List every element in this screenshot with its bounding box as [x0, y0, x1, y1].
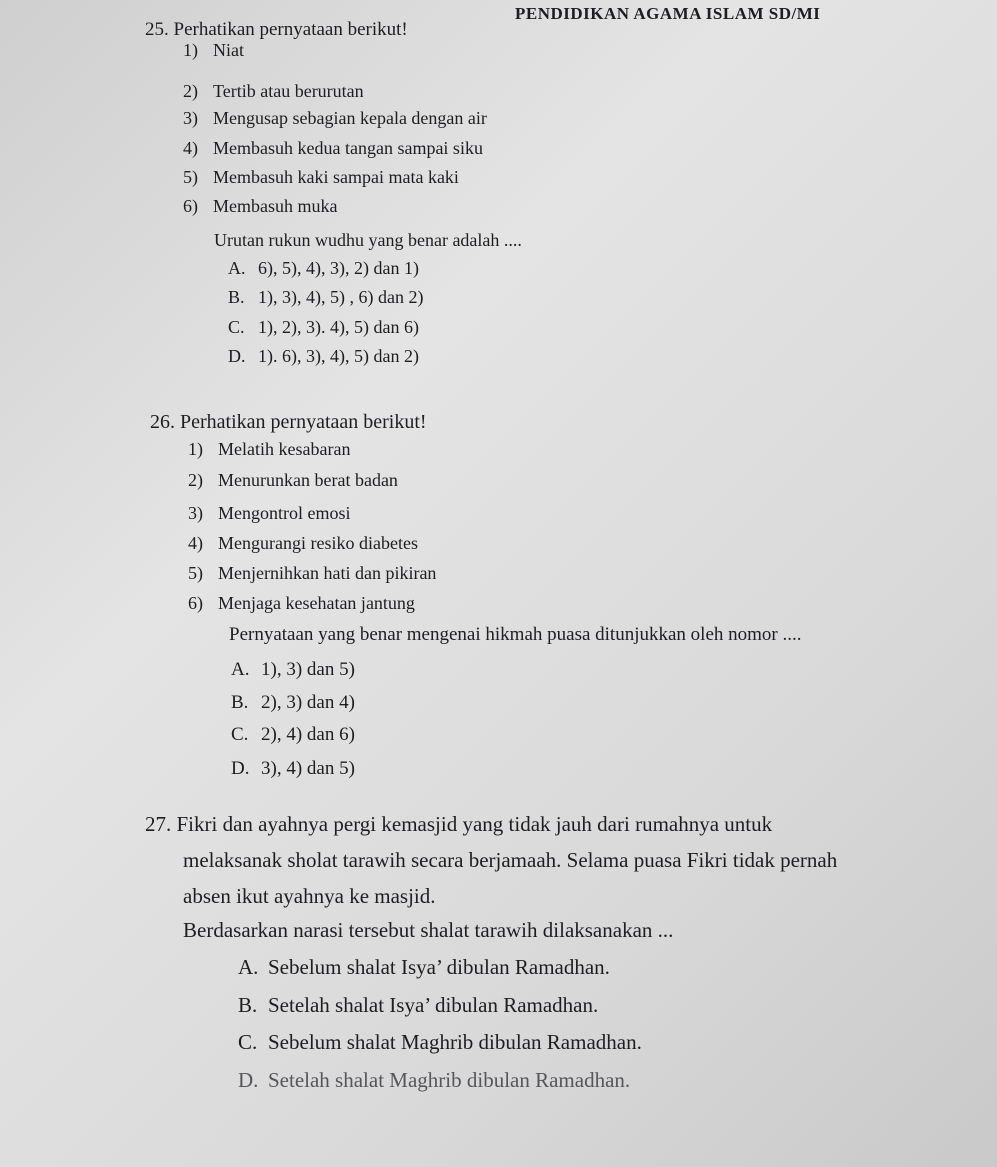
q27-prompt: Berdasarkan narasi tersebut shalat tarawih dilaksanakan ...	[183, 918, 674, 942]
q25-statement-4: 4) Membasuh kedua tangan sampai siku	[183, 138, 483, 158]
q26-statement-2: 2) Menurunkan berat badan	[188, 470, 398, 490]
question-26-title: 26. Perhatikan pernyataan berikut!	[150, 411, 427, 433]
q26-statement-3: 3) Mengontrol emosi	[188, 503, 351, 523]
q26-option-c[interactable]: C. 2), 4) dan 6)	[231, 724, 355, 745]
q27-text-line-2: melaksanak sholat tarawih secara berjamaah. Selama puasa Fikri tidak pernah	[183, 848, 838, 872]
q25-statement-5: 5) Membasuh kaki sampai mata kaki	[183, 167, 459, 187]
q25-prompt: Urutan rukun wudhu yang benar adalah ....	[214, 230, 522, 250]
q26-option-b[interactable]: B. 2), 3) dan 4)	[231, 692, 355, 713]
q25-option-a[interactable]: A. 6), 5), 4), 3), 2) dan 1)	[228, 258, 419, 278]
q27-option-d[interactable]: D. Setelah shalat Maghrib dibulan Ramadhan.	[238, 1068, 631, 1092]
q26-prompt: Pernyataan yang benar mengenai hikmah puasa ditunjukkan oleh nomor ....	[229, 624, 802, 645]
q27-text-line-1: 27. Fikri dan ayahnya pergi kemasjid yang tidak jauh dari rumahnya untuk	[145, 812, 773, 836]
q26-option-d[interactable]: D. 3), 4) dan 5)	[231, 758, 355, 779]
q27-option-b[interactable]: B. Setelah shalat Isya’ dibulan Ramadhan.	[238, 993, 599, 1017]
subject-header: PENDIDIKAN AGAMA ISLAM SD/MI	[515, 4, 821, 23]
q25-option-c[interactable]: C. 1), 2), 3). 4), 5) dan 6)	[228, 317, 419, 337]
q25-statement-6: 6) Membasuh muka	[183, 196, 338, 216]
q25-option-d[interactable]: D. 1). 6), 3), 4), 5) dan 2)	[228, 346, 419, 366]
question-25-title: 25. Perhatikan pernyataan berikut!	[145, 19, 408, 40]
q26-statement-5: 5) Menjernihkan hati dan pikiran	[188, 563, 437, 583]
q25-statement-2: 2) Tertib atau berurutan	[183, 81, 364, 101]
q27-option-c[interactable]: C. Sebelum shalat Maghrib dibulan Ramadhan.	[238, 1030, 642, 1054]
q26-option-a[interactable]: A. 1), 3) dan 5)	[231, 659, 355, 680]
q25-statement-3: 3) Mengusap sebagian kepala dengan air	[183, 108, 487, 128]
q26-statement-1: 1) Melatih kesabaran	[188, 439, 351, 459]
q27-option-a[interactable]: A. Sebelum shalat Isya’ dibulan Ramadhan.	[238, 955, 610, 979]
q27-text-line-3: absen ikut ayahnya ke masjid.	[183, 884, 436, 908]
q25-statement-1: 1) Niat	[183, 40, 244, 60]
q26-statement-6: 6) Menjaga kesehatan jantung	[188, 593, 415, 613]
q25-option-b[interactable]: B. 1), 3), 4), 5) , 6) dan 2)	[228, 287, 424, 307]
q26-statement-4: 4) Mengurangi resiko diabetes	[188, 533, 418, 553]
